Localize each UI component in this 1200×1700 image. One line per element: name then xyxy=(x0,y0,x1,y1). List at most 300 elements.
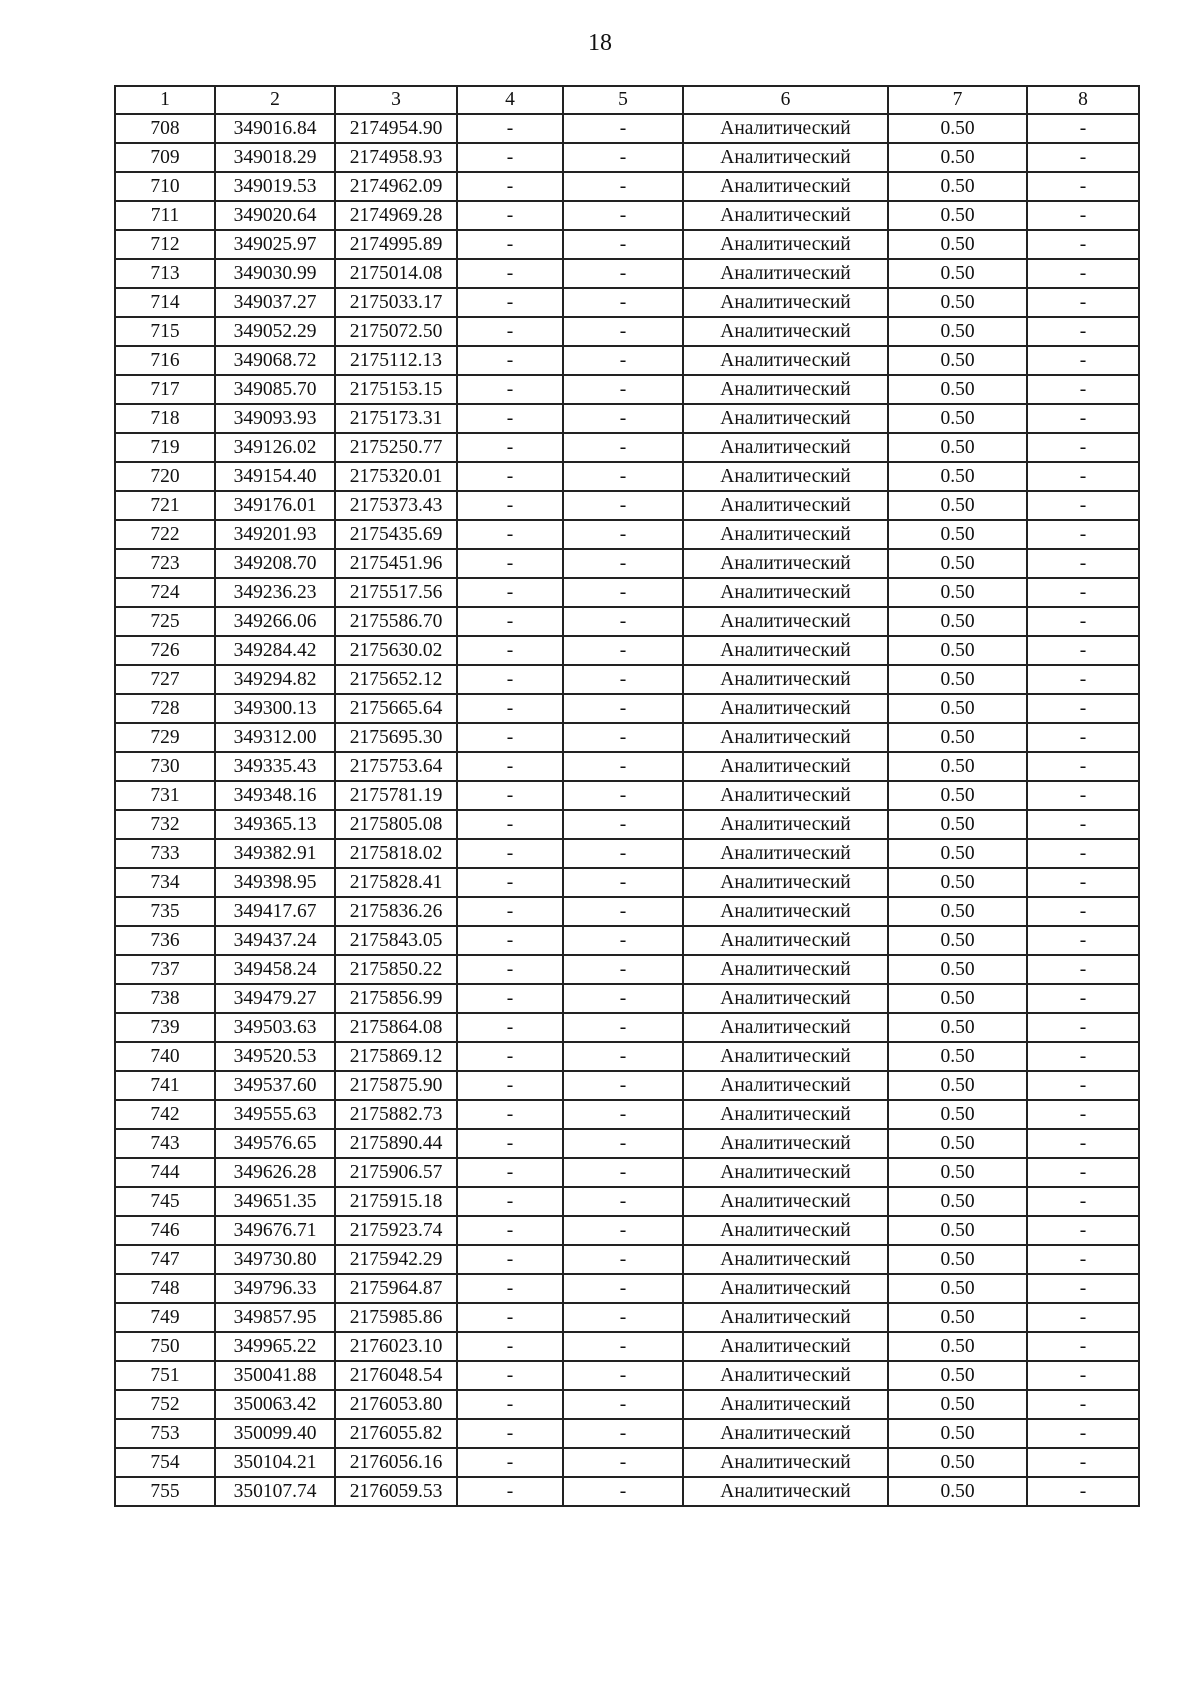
method-cell: Аналитический xyxy=(683,1100,888,1129)
method-cell: Аналитический xyxy=(683,665,888,694)
column-4-cell: - xyxy=(457,1245,563,1274)
table-row xyxy=(115,1216,1139,1245)
y-coordinate-cell: 2175320.01 xyxy=(335,462,457,491)
x-coordinate-cell: 349365.13 xyxy=(215,810,335,839)
y-coordinate-cell: 2175843.05 xyxy=(335,926,457,955)
table-row xyxy=(115,665,1139,694)
y-coordinate-cell: 2175072.50 xyxy=(335,317,457,346)
method-cell: Аналитический xyxy=(683,897,888,926)
y-coordinate-cell: 2175906.57 xyxy=(335,1158,457,1187)
column-8-cell: - xyxy=(1027,114,1139,143)
column-4-cell: - xyxy=(457,549,563,578)
column-4-cell: - xyxy=(457,1216,563,1245)
point-number-cell: 755 xyxy=(115,1477,215,1506)
x-coordinate-cell: 349676.71 xyxy=(215,1216,335,1245)
column-8-cell: - xyxy=(1027,433,1139,462)
accuracy-cell: 0.50 xyxy=(888,230,1027,259)
column-8-cell: - xyxy=(1027,404,1139,433)
method-cell: Аналитический xyxy=(683,230,888,259)
accuracy-cell: 0.50 xyxy=(888,1361,1027,1390)
column-8-cell: - xyxy=(1027,810,1139,839)
column-5-cell: - xyxy=(563,462,683,491)
x-coordinate-cell: 349020.64 xyxy=(215,201,335,230)
point-number-cell: 711 xyxy=(115,201,215,230)
column-8-cell: - xyxy=(1027,259,1139,288)
x-coordinate-cell: 349236.23 xyxy=(215,578,335,607)
column-5-cell: - xyxy=(563,694,683,723)
accuracy-cell: 0.50 xyxy=(888,984,1027,1013)
y-coordinate-cell: 2175153.15 xyxy=(335,375,457,404)
x-coordinate-cell: 349520.53 xyxy=(215,1042,335,1071)
accuracy-cell: 0.50 xyxy=(888,1332,1027,1361)
point-number-cell: 741 xyxy=(115,1071,215,1100)
y-coordinate-cell: 2175586.70 xyxy=(335,607,457,636)
accuracy-cell: 0.50 xyxy=(888,317,1027,346)
column-4-cell: - xyxy=(457,955,563,984)
column-8-cell: - xyxy=(1027,491,1139,520)
method-cell: Аналитический xyxy=(683,984,888,1013)
table-row xyxy=(115,201,1139,230)
accuracy-cell: 0.50 xyxy=(888,404,1027,433)
column-4-cell: - xyxy=(457,520,563,549)
point-number-cell: 708 xyxy=(115,114,215,143)
method-cell: Аналитический xyxy=(683,114,888,143)
y-coordinate-cell: 2175451.96 xyxy=(335,549,457,578)
column-4-cell: - xyxy=(457,752,563,781)
table-row xyxy=(115,288,1139,317)
table-row xyxy=(115,375,1139,404)
column-5-cell: - xyxy=(563,984,683,1013)
table-row xyxy=(115,926,1139,955)
x-coordinate-cell: 349019.53 xyxy=(215,172,335,201)
method-cell: Аналитический xyxy=(683,520,888,549)
column-5-cell: - xyxy=(563,1361,683,1390)
x-coordinate-cell: 349626.28 xyxy=(215,1158,335,1187)
table-row xyxy=(115,810,1139,839)
x-coordinate-cell: 349208.70 xyxy=(215,549,335,578)
column-4-cell: - xyxy=(457,607,563,636)
table-row xyxy=(115,317,1139,346)
point-number-cell: 721 xyxy=(115,491,215,520)
column-4-cell: - xyxy=(457,1361,563,1390)
method-cell: Аналитический xyxy=(683,1448,888,1477)
accuracy-cell: 0.50 xyxy=(888,636,1027,665)
point-number-cell: 720 xyxy=(115,462,215,491)
x-coordinate-cell: 349126.02 xyxy=(215,433,335,462)
y-coordinate-cell: 2175882.73 xyxy=(335,1100,457,1129)
point-number-cell: 709 xyxy=(115,143,215,172)
accuracy-cell: 0.50 xyxy=(888,1100,1027,1129)
column-8-cell: - xyxy=(1027,723,1139,752)
method-cell: Аналитический xyxy=(683,143,888,172)
table-row xyxy=(115,114,1139,143)
point-number-cell: 735 xyxy=(115,897,215,926)
point-number-cell: 747 xyxy=(115,1245,215,1274)
table-row xyxy=(115,1303,1139,1332)
y-coordinate-cell: 2175805.08 xyxy=(335,810,457,839)
point-number-cell: 748 xyxy=(115,1274,215,1303)
table-row xyxy=(115,1419,1139,1448)
y-coordinate-cell: 2176023.10 xyxy=(335,1332,457,1361)
x-coordinate-cell: 349085.70 xyxy=(215,375,335,404)
accuracy-cell: 0.50 xyxy=(888,1013,1027,1042)
method-cell: Аналитический xyxy=(683,1274,888,1303)
column-4-cell: - xyxy=(457,201,563,230)
column-4-cell: - xyxy=(457,810,563,839)
y-coordinate-cell: 2175836.26 xyxy=(335,897,457,926)
table-row xyxy=(115,230,1139,259)
table-row xyxy=(115,1448,1139,1477)
column-5-cell: - xyxy=(563,1187,683,1216)
point-number-cell: 731 xyxy=(115,781,215,810)
table-row xyxy=(115,984,1139,1013)
x-coordinate-cell: 349382.91 xyxy=(215,839,335,868)
column-header: 4 xyxy=(457,86,563,114)
method-cell: Аналитический xyxy=(683,1303,888,1332)
x-coordinate-cell: 349037.27 xyxy=(215,288,335,317)
column-4-cell: - xyxy=(457,781,563,810)
method-cell: Аналитический xyxy=(683,1390,888,1419)
y-coordinate-cell: 2175652.12 xyxy=(335,665,457,694)
table-row xyxy=(115,491,1139,520)
y-coordinate-cell: 2176048.54 xyxy=(335,1361,457,1390)
column-8-cell: - xyxy=(1027,926,1139,955)
accuracy-cell: 0.50 xyxy=(888,346,1027,375)
point-number-cell: 752 xyxy=(115,1390,215,1419)
method-cell: Аналитический xyxy=(683,1129,888,1158)
column-8-cell: - xyxy=(1027,897,1139,926)
x-coordinate-cell: 349555.63 xyxy=(215,1100,335,1129)
column-8-cell: - xyxy=(1027,1390,1139,1419)
column-4-cell: - xyxy=(457,926,563,955)
y-coordinate-cell: 2175517.56 xyxy=(335,578,457,607)
column-4-cell: - xyxy=(457,1158,563,1187)
y-coordinate-cell: 2176053.80 xyxy=(335,1390,457,1419)
accuracy-cell: 0.50 xyxy=(888,1477,1027,1506)
column-8-cell: - xyxy=(1027,1477,1139,1506)
table-row xyxy=(115,781,1139,810)
x-coordinate-cell: 349052.29 xyxy=(215,317,335,346)
accuracy-cell: 0.50 xyxy=(888,1071,1027,1100)
accuracy-cell: 0.50 xyxy=(888,752,1027,781)
column-header: 1 xyxy=(115,86,215,114)
column-5-cell: - xyxy=(563,636,683,665)
column-5-cell: - xyxy=(563,868,683,897)
point-number-cell: 710 xyxy=(115,172,215,201)
point-number-cell: 723 xyxy=(115,549,215,578)
point-number-cell: 746 xyxy=(115,1216,215,1245)
column-8-cell: - xyxy=(1027,1129,1139,1158)
column-5-cell: - xyxy=(563,810,683,839)
method-cell: Аналитический xyxy=(683,1419,888,1448)
page-number: 18 xyxy=(588,30,612,56)
column-8-cell: - xyxy=(1027,984,1139,1013)
column-5-cell: - xyxy=(563,1477,683,1506)
column-5-cell: - xyxy=(563,1042,683,1071)
table-row xyxy=(115,868,1139,897)
point-number-cell: 715 xyxy=(115,317,215,346)
column-5-cell: - xyxy=(563,433,683,462)
column-5-cell: - xyxy=(563,1419,683,1448)
point-number-cell: 751 xyxy=(115,1361,215,1390)
x-coordinate-cell: 349030.99 xyxy=(215,259,335,288)
column-5-cell: - xyxy=(563,1100,683,1129)
column-8-cell: - xyxy=(1027,578,1139,607)
point-number-cell: 750 xyxy=(115,1332,215,1361)
table-row xyxy=(115,520,1139,549)
coordinates-table xyxy=(114,85,1140,1507)
x-coordinate-cell: 349312.00 xyxy=(215,723,335,752)
column-4-cell: - xyxy=(457,1042,563,1071)
table-row xyxy=(115,1361,1139,1390)
method-cell: Аналитический xyxy=(683,1042,888,1071)
accuracy-cell: 0.50 xyxy=(888,114,1027,143)
method-cell: Аналитический xyxy=(683,868,888,897)
column-8-cell: - xyxy=(1027,1448,1139,1477)
table-row xyxy=(115,694,1139,723)
column-header: 2 xyxy=(215,86,335,114)
column-5-cell: - xyxy=(563,375,683,404)
column-4-cell: - xyxy=(457,1071,563,1100)
column-4-cell: - xyxy=(457,143,563,172)
y-coordinate-cell: 2175964.87 xyxy=(335,1274,457,1303)
column-4-cell: - xyxy=(457,723,563,752)
point-number-cell: 737 xyxy=(115,955,215,984)
method-cell: Аналитический xyxy=(683,781,888,810)
x-coordinate-cell: 349651.35 xyxy=(215,1187,335,1216)
method-cell: Аналитический xyxy=(683,1013,888,1042)
y-coordinate-cell: 2175173.31 xyxy=(335,404,457,433)
point-number-cell: 739 xyxy=(115,1013,215,1042)
y-coordinate-cell: 2175850.22 xyxy=(335,955,457,984)
method-cell: Аналитический xyxy=(683,1158,888,1187)
column-4-cell: - xyxy=(457,317,563,346)
table-row xyxy=(115,1274,1139,1303)
table-row xyxy=(115,752,1139,781)
column-5-cell: - xyxy=(563,578,683,607)
x-coordinate-cell: 349796.33 xyxy=(215,1274,335,1303)
column-5-cell: - xyxy=(563,607,683,636)
x-coordinate-cell: 350099.40 xyxy=(215,1419,335,1448)
table-header-row xyxy=(115,86,1139,114)
column-5-cell: - xyxy=(563,201,683,230)
accuracy-cell: 0.50 xyxy=(888,897,1027,926)
column-5-cell: - xyxy=(563,114,683,143)
accuracy-cell: 0.50 xyxy=(888,1129,1027,1158)
method-cell: Аналитический xyxy=(683,694,888,723)
accuracy-cell: 0.50 xyxy=(888,491,1027,520)
table-row xyxy=(115,1477,1139,1506)
column-4-cell: - xyxy=(457,636,563,665)
column-5-cell: - xyxy=(563,955,683,984)
y-coordinate-cell: 2175915.18 xyxy=(335,1187,457,1216)
column-4-cell: - xyxy=(457,1274,563,1303)
method-cell: Аналитический xyxy=(683,201,888,230)
x-coordinate-cell: 349300.13 xyxy=(215,694,335,723)
method-cell: Аналитический xyxy=(683,1332,888,1361)
table-row xyxy=(115,1129,1139,1158)
y-coordinate-cell: 2175695.30 xyxy=(335,723,457,752)
point-number-cell: 728 xyxy=(115,694,215,723)
table-row xyxy=(115,433,1139,462)
column-8-cell: - xyxy=(1027,752,1139,781)
y-coordinate-cell: 2175818.02 xyxy=(335,839,457,868)
table-row xyxy=(115,839,1139,868)
accuracy-cell: 0.50 xyxy=(888,520,1027,549)
y-coordinate-cell: 2175373.43 xyxy=(335,491,457,520)
method-cell: Аналитический xyxy=(683,1361,888,1390)
accuracy-cell: 0.50 xyxy=(888,839,1027,868)
column-5-cell: - xyxy=(563,172,683,201)
accuracy-cell: 0.50 xyxy=(888,810,1027,839)
column-8-cell: - xyxy=(1027,375,1139,404)
table-row xyxy=(115,955,1139,984)
column-4-cell: - xyxy=(457,694,563,723)
column-header: 7 xyxy=(888,86,1027,114)
column-5-cell: - xyxy=(563,897,683,926)
point-number-cell: 730 xyxy=(115,752,215,781)
y-coordinate-cell: 2174962.09 xyxy=(335,172,457,201)
y-coordinate-cell: 2175856.99 xyxy=(335,984,457,1013)
y-coordinate-cell: 2175942.29 xyxy=(335,1245,457,1274)
y-coordinate-cell: 2175112.13 xyxy=(335,346,457,375)
point-number-cell: 749 xyxy=(115,1303,215,1332)
table-row xyxy=(115,607,1139,636)
column-4-cell: - xyxy=(457,1187,563,1216)
column-5-cell: - xyxy=(563,404,683,433)
column-4-cell: - xyxy=(457,1013,563,1042)
column-8-cell: - xyxy=(1027,549,1139,578)
point-number-cell: 714 xyxy=(115,288,215,317)
table-row xyxy=(115,259,1139,288)
method-cell: Аналитический xyxy=(683,491,888,520)
method-cell: Аналитический xyxy=(683,723,888,752)
method-cell: Аналитический xyxy=(683,375,888,404)
method-cell: Аналитический xyxy=(683,259,888,288)
table-row xyxy=(115,1158,1139,1187)
x-coordinate-cell: 349266.06 xyxy=(215,607,335,636)
point-number-cell: 740 xyxy=(115,1042,215,1071)
column-8-cell: - xyxy=(1027,346,1139,375)
column-4-cell: - xyxy=(457,491,563,520)
accuracy-cell: 0.50 xyxy=(888,288,1027,317)
column-8-cell: - xyxy=(1027,143,1139,172)
point-number-cell: 734 xyxy=(115,868,215,897)
method-cell: Аналитический xyxy=(683,578,888,607)
column-4-cell: - xyxy=(457,172,563,201)
column-4-cell: - xyxy=(457,868,563,897)
column-8-cell: - xyxy=(1027,1274,1139,1303)
column-4-cell: - xyxy=(457,839,563,868)
column-4-cell: - xyxy=(457,259,563,288)
accuracy-cell: 0.50 xyxy=(888,1042,1027,1071)
column-8-cell: - xyxy=(1027,607,1139,636)
column-5-cell: - xyxy=(563,1390,683,1419)
y-coordinate-cell: 2175435.69 xyxy=(335,520,457,549)
x-coordinate-cell: 349016.84 xyxy=(215,114,335,143)
x-coordinate-cell: 349335.43 xyxy=(215,752,335,781)
point-number-cell: 744 xyxy=(115,1158,215,1187)
accuracy-cell: 0.50 xyxy=(888,1390,1027,1419)
y-coordinate-cell: 2175985.86 xyxy=(335,1303,457,1332)
column-4-cell: - xyxy=(457,433,563,462)
method-cell: Аналитический xyxy=(683,433,888,462)
x-coordinate-cell: 349537.60 xyxy=(215,1071,335,1100)
x-coordinate-cell: 349965.22 xyxy=(215,1332,335,1361)
column-4-cell: - xyxy=(457,1477,563,1506)
y-coordinate-cell: 2175864.08 xyxy=(335,1013,457,1042)
method-cell: Аналитический xyxy=(683,636,888,665)
table-row xyxy=(115,143,1139,172)
accuracy-cell: 0.50 xyxy=(888,1448,1027,1477)
column-8-cell: - xyxy=(1027,1245,1139,1274)
accuracy-cell: 0.50 xyxy=(888,433,1027,462)
x-coordinate-cell: 349025.97 xyxy=(215,230,335,259)
column-8-cell: - xyxy=(1027,1158,1139,1187)
accuracy-cell: 0.50 xyxy=(888,259,1027,288)
column-5-cell: - xyxy=(563,752,683,781)
accuracy-cell: 0.50 xyxy=(888,723,1027,752)
y-coordinate-cell: 2176056.16 xyxy=(335,1448,457,1477)
x-coordinate-cell: 349458.24 xyxy=(215,955,335,984)
column-8-cell: - xyxy=(1027,172,1139,201)
accuracy-cell: 0.50 xyxy=(888,607,1027,636)
column-4-cell: - xyxy=(457,984,563,1013)
column-8-cell: - xyxy=(1027,694,1139,723)
column-4-cell: - xyxy=(457,1448,563,1477)
column-8-cell: - xyxy=(1027,520,1139,549)
column-5-cell: - xyxy=(563,1013,683,1042)
column-8-cell: - xyxy=(1027,839,1139,868)
y-coordinate-cell: 2175250.77 xyxy=(335,433,457,462)
x-coordinate-cell: 349348.16 xyxy=(215,781,335,810)
column-5-cell: - xyxy=(563,1303,683,1332)
column-4-cell: - xyxy=(457,897,563,926)
point-number-cell: 753 xyxy=(115,1419,215,1448)
column-5-cell: - xyxy=(563,1071,683,1100)
column-5-cell: - xyxy=(563,317,683,346)
x-coordinate-cell: 350063.42 xyxy=(215,1390,335,1419)
x-coordinate-cell: 349503.63 xyxy=(215,1013,335,1042)
y-coordinate-cell: 2175781.19 xyxy=(335,781,457,810)
column-8-cell: - xyxy=(1027,201,1139,230)
column-4-cell: - xyxy=(457,578,563,607)
accuracy-cell: 0.50 xyxy=(888,1303,1027,1332)
column-5-cell: - xyxy=(563,839,683,868)
x-coordinate-cell: 349093.93 xyxy=(215,404,335,433)
y-coordinate-cell: 2175630.02 xyxy=(335,636,457,665)
column-5-cell: - xyxy=(563,723,683,752)
y-coordinate-cell: 2174954.90 xyxy=(335,114,457,143)
column-8-cell: - xyxy=(1027,1332,1139,1361)
point-number-cell: 742 xyxy=(115,1100,215,1129)
column-8-cell: - xyxy=(1027,868,1139,897)
accuracy-cell: 0.50 xyxy=(888,1158,1027,1187)
table-body xyxy=(115,114,1139,1506)
table-row xyxy=(115,462,1139,491)
y-coordinate-cell: 2174958.93 xyxy=(335,143,457,172)
column-8-cell: - xyxy=(1027,955,1139,984)
column-5-cell: - xyxy=(563,1332,683,1361)
x-coordinate-cell: 349284.42 xyxy=(215,636,335,665)
x-coordinate-cell: 349479.27 xyxy=(215,984,335,1013)
x-coordinate-cell: 349398.95 xyxy=(215,868,335,897)
point-number-cell: 722 xyxy=(115,520,215,549)
method-cell: Аналитический xyxy=(683,752,888,781)
column-8-cell: - xyxy=(1027,288,1139,317)
accuracy-cell: 0.50 xyxy=(888,868,1027,897)
point-number-cell: 743 xyxy=(115,1129,215,1158)
